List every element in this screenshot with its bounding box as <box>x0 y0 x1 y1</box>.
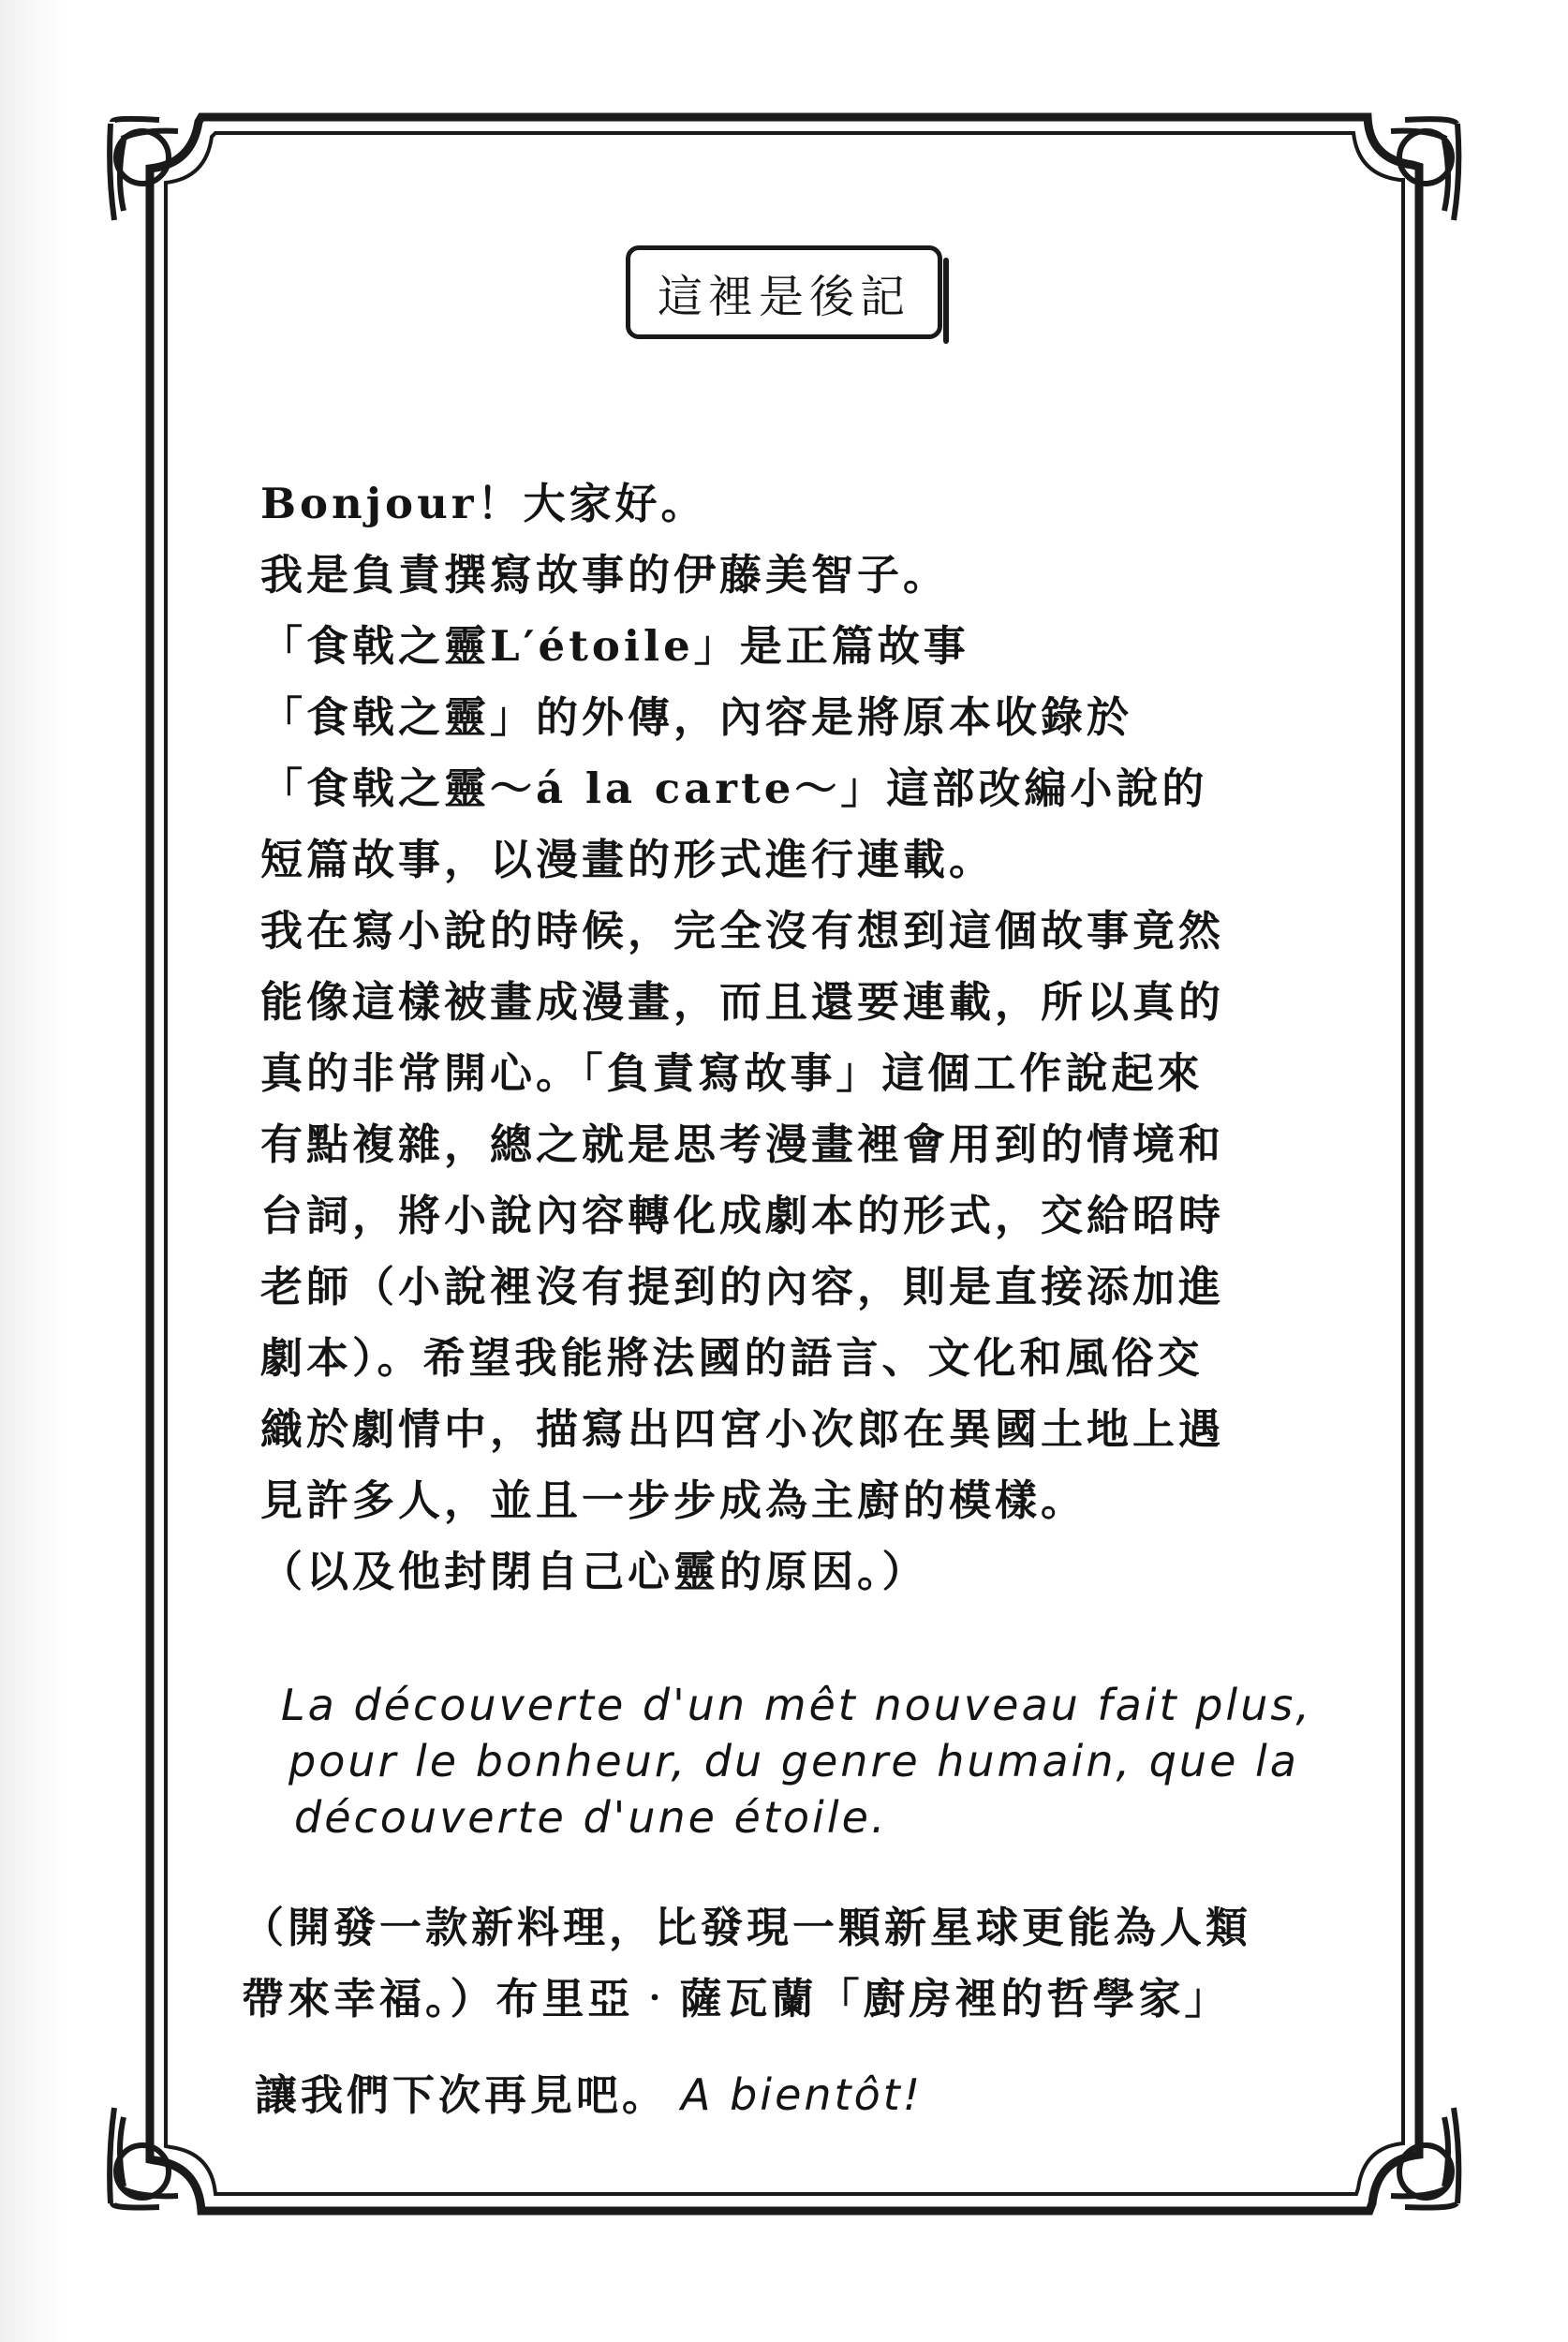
body-line: Bonjour！大家好。 <box>260 479 707 528</box>
closing-french: A bientôt! <box>681 2069 924 2120</box>
afterword-title: 這裡是後記 <box>626 245 942 339</box>
body-line: 台詞，將小說內容轉化成劇本的形式，交給昭時 <box>260 1191 1225 1240</box>
quote-line: La découverte d'un mêt nouveau fait plus, <box>281 1680 1312 1730</box>
body-line: 真的非常開心。「負責寫故事」這個工作說起來 <box>260 1048 1204 1098</box>
body-line: 我是負責撰寫故事的伊藤美智子。 <box>260 550 950 600</box>
body-line: 短篇故事，以漫畫的形式進行連載。 <box>260 835 996 884</box>
body-line: 能像這樣被畫成漫畫，而且還要連載，所以真的 <box>260 977 1225 1027</box>
afterword-body <box>260 468 1319 1608</box>
corner-ornament-bottom-right <box>1391 2108 1458 2208</box>
body-line: 織於劇情中，描寫出四宮小次郎在異國土地上遇 <box>260 1404 1225 1454</box>
quote-line: pour le bonheur, du genre humain, que la <box>288 1736 1299 1786</box>
corner-ornament-top-left <box>110 119 178 220</box>
closing-chinese: 讓我們下次再見吧。 <box>255 2070 669 2120</box>
quote-line: découverte d'une étoile. <box>294 1792 888 1843</box>
body-line: 「食戟之靈」的外傳，內容是將原本收錄於 <box>260 692 1133 742</box>
body-line: 「食戟之靈～á la carte～」這部改編小說的 <box>260 763 1208 813</box>
body-line: 「食戟之靈L′étoile」是正篇故事 <box>260 621 969 671</box>
french-quote <box>281 1677 1330 1845</box>
closing-line <box>255 2057 923 2132</box>
body-line: （以及他封閉自己心靈的原因。） <box>260 1547 928 1596</box>
corner-ornament-bottom-left <box>110 2108 178 2208</box>
translation-line: （開發一款新料理，比發現一顆新星球更能為人類 <box>242 1903 1252 1952</box>
body-line: 劇本）。希望我能將法國的語言、文化和風俗交 <box>260 1333 1204 1383</box>
body-line: 老師（小說裡沒有提到的內容，則是直接添加進 <box>260 1262 1225 1312</box>
body-line: 我在寫小說的時候，完全沒有想到這個故事竟然 <box>260 906 1225 956</box>
body-line: 有點複雜，總之就是思考漫畫裡會用到的情境和 <box>260 1119 1225 1169</box>
quote-translation <box>242 1892 1328 2035</box>
body-line: 見許多人，並且一步步成為主廚的模樣。 <box>260 1475 1087 1525</box>
corner-ornament-top-right <box>1391 119 1458 220</box>
translation-line: 帶來幸福。）布里亞‧薩瓦蘭「廚房裡的哲學家」 <box>242 1974 1231 2023</box>
